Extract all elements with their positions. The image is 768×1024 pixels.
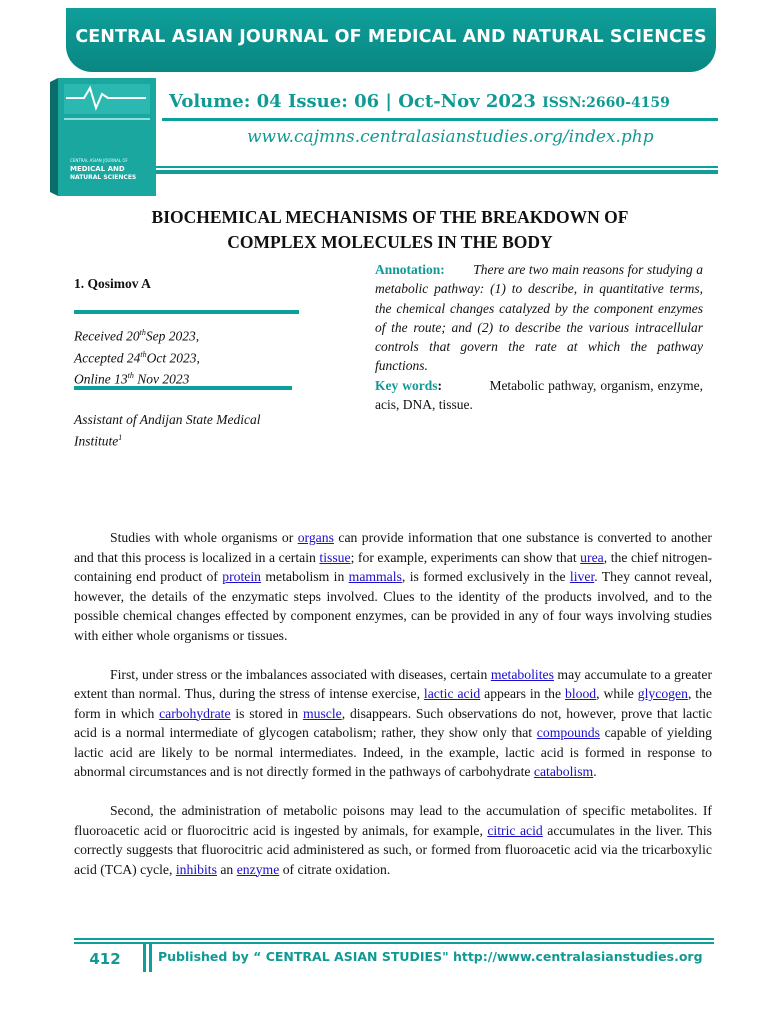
footer-bar-right	[149, 944, 152, 972]
cover-journal-line: CENTRAL ASIAN JOURNAL OF	[70, 158, 128, 163]
link-catabolism[interactable]: catabolism	[533, 764, 594, 779]
keywords-text: Metabolic pathway, organism, enzyme, acis, DNA, tissue.	[375, 377, 703, 413]
article-body	[74, 528, 712, 899]
keywords-label: Key words	[375, 377, 438, 393]
keywords-line	[375, 376, 703, 415]
publisher-line: Published by “ CENTRAL ASIAN STUDIES" http://www.centralasianstudies.org	[158, 949, 703, 964]
online-date: Online 13th Nov 2023	[74, 371, 190, 387]
link-muscle[interactable]: muscle	[302, 705, 342, 721]
author-divider	[74, 310, 299, 314]
received-date: Received 20thSep 2023,	[74, 328, 200, 344]
header-divider-double-thick	[156, 170, 718, 174]
journal-cover-image	[50, 78, 156, 196]
link-organs[interactable]: organs	[297, 530, 334, 545]
dates-divider	[74, 386, 292, 390]
journal-url[interactable]: www.cajmns.centralasianstudies.org/index.php	[247, 127, 654, 147]
link-lactic-acid[interactable]: lactic acid	[423, 686, 481, 701]
link-liver[interactable]: liver	[569, 569, 595, 584]
link-mammals[interactable]: mammals	[348, 569, 402, 584]
keywords-colon: :	[437, 377, 442, 393]
link-protein[interactable]: protein	[222, 569, 262, 584]
body-paragraph-2: First, under stress or the imbalances associated with diseases, certain metabolites may accumulate to a greater extent than normal. Thus, during the stress of intense exercise, lactic acid appears in the blood, while glycogen, the form in which carbohydrate is stored in muscle, disappears. Such observations do not, however, prove that lactic acid is a normal intermediate of glycogen catabolism; rather, they show only that compounds capable of yielding lactic acid are likely to be normal intermediates. Indeed, in the example, lactic acid is formed in response to abnormal circumstances and is not directly formed in the pathways of carbohydrate catabolism.	[74, 666, 712, 779]
annotation-label: Annotation:	[375, 262, 445, 277]
link-tissue[interactable]: tissue	[319, 549, 351, 565]
body-paragraph-3: Second, the administration of metabolic poisons may lead to the accumulation of specific metabolites. If fluoroacetic acid or fluorocitric acid is ingested by animals, for example, citric acid accumulates in the liver. This correctly suggests that fluorocitric acid administered as such, or formed from fluoroacetic acid via the tricarboxylic acid (TCA) cycle, inhibits an enzyme of citrate oxidation.	[74, 803, 713, 877]
article-title-line2: COMPLEX MOLECULES IN THE BODY	[227, 232, 553, 252]
annotation-text: There are two main reasons for studying a metabolic pathway: (1) to describe, in quantitative terms, the chemical changes catalyzed by the component enzymes of the route; and (2) to describe the various intracellular controls that govern the rate at which the pathway functions.	[375, 262, 704, 374]
article-dates	[74, 324, 200, 389]
article-title-line1: BIOCHEMICAL MECHANISMS OF THE BREAKDOWN OF	[151, 207, 629, 227]
footer-bar-left	[143, 944, 146, 972]
link-compounds[interactable]: compounds	[536, 725, 600, 740]
link-blood[interactable]: blood	[564, 686, 597, 701]
page-number: 412	[89, 950, 121, 968]
volume-issue-text: Volume: 04 Issue: 06 | Oct-Nov 2023	[169, 91, 536, 112]
article-title	[80, 205, 700, 255]
link-enzyme[interactable]: enzyme	[236, 861, 280, 877]
author-affiliation: Assistant of Andijan State Medical Institute$^1$	[74, 412, 261, 449]
issn: ISSN:2660-4159	[542, 95, 670, 111]
annotation-block	[375, 260, 703, 414]
link-glycogen[interactable]: glycogen	[637, 686, 688, 701]
header-divider	[162, 118, 718, 121]
header-divider-double-thin	[156, 166, 718, 168]
author-name: 1. Qosimov A	[74, 276, 151, 291]
link-metabolites[interactable]: metabolites	[490, 666, 554, 682]
link-citric-acid[interactable]: citric acid	[487, 822, 543, 838]
journal-title: CENTRAL ASIAN JOURNAL OF MEDICAL AND NATURAL SCIENCES	[75, 27, 707, 47]
volume-issue	[169, 91, 670, 112]
link-carbohydrate[interactable]: carbohydrate	[159, 705, 231, 721]
accepted-date: Accepted 24thOct 2023,	[74, 349, 200, 365]
cover-title-line2: NATURAL SCIENCES	[70, 174, 137, 181]
link-inhibits[interactable]: inhibits	[175, 861, 217, 877]
footer-divider-bottom	[74, 942, 714, 944]
body-paragraph-1: Studies with whole organisms or organs can provide information that one substance is converted to another and that this process is localized in a certain tissue; for example, experiments can show that urea, the chief nitrogen-containing end product of protein metabolism in mammals, is formed exclusively in the liver. They cannot reveal, however, the details of the enzymatic steps involved. Clues to the identity of the products involved, and to the possible chemical changes effected by component enzymes, can be provided in any of four ways involving studies with either whole organisms or tissues.	[74, 530, 713, 643]
cover-title-line1: MEDICAL AND	[70, 165, 125, 173]
footer-divider-top	[74, 938, 714, 940]
link-urea[interactable]: urea	[580, 549, 604, 565]
